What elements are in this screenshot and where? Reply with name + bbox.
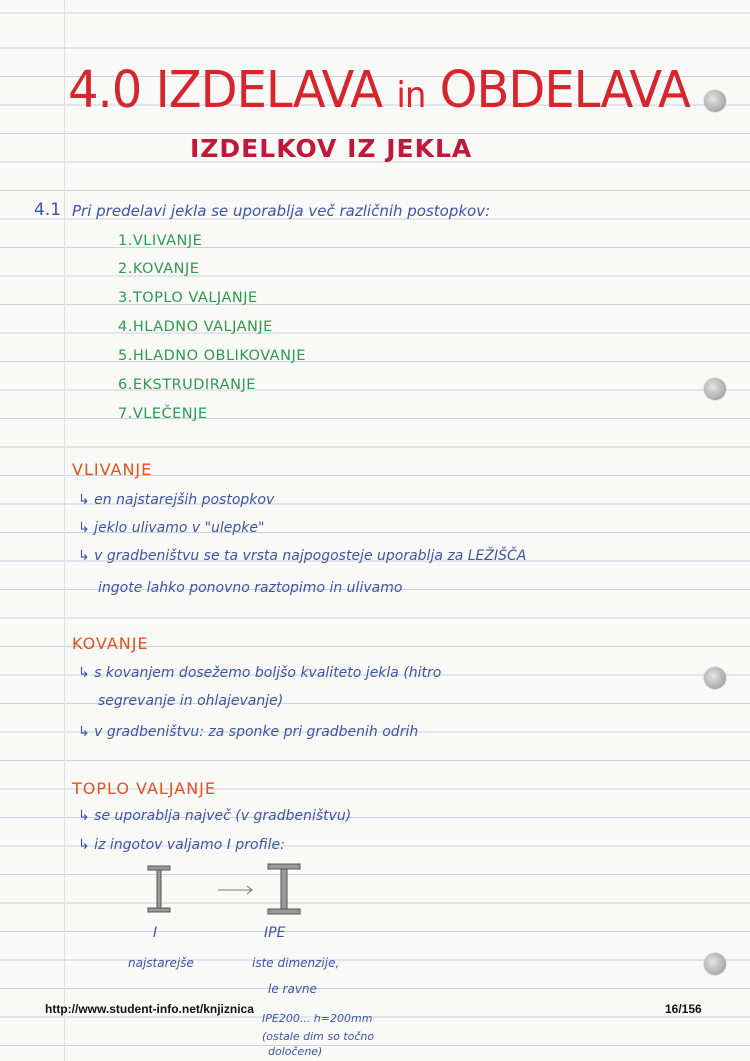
kovanje-heading: KOVANJE <box>72 634 149 653</box>
i-beam-left-icon <box>148 866 170 912</box>
i-beam-right-icon <box>268 864 300 914</box>
punch-hole <box>704 378 726 400</box>
i-beam-diagram <box>130 858 370 928</box>
section-intro: Pri predelavi jekla se uporablja več različnih postopkov: <box>72 202 491 220</box>
beam-right-caption-2: le ravne <box>268 982 317 996</box>
beam-right-caption: iste dimenzije, <box>252 956 340 970</box>
page-title <box>68 61 690 120</box>
section-number: 4.1 <box>34 200 62 220</box>
vlivanje-line: ↳ v gradbeništvu se ta vrsta najpogosteje uporablja za LEŽIŠČA <box>78 548 527 564</box>
punch-hole <box>704 90 726 112</box>
beam-left-caption: najstarejše <box>128 956 194 970</box>
vlivanje-line: ingote lahko ponovno raztopimo in ulivamo <box>98 580 403 596</box>
list-item: 1.VLIVANJE <box>118 233 203 249</box>
beam-note: (ostale dim so točno <box>262 1030 375 1043</box>
page-subtitle: IZDELKOV IZ JEKLA <box>190 134 473 163</box>
beam-note: določene) <box>268 1045 323 1058</box>
arrow-icon <box>218 886 252 894</box>
toplo-valjanje-line: ↳ iz ingotov valjamo I profile: <box>78 837 285 853</box>
title-part1: 4.0 IZDELAVA <box>68 60 383 120</box>
kovanje-line: ↳ s kovanjem dosežemo boljšo kvaliteto jekla (hitro <box>78 665 442 681</box>
beam-right-label: IPE <box>264 925 286 941</box>
list-item: 4.HLADNO VALJANJE <box>118 319 273 335</box>
vlivanje-heading: VLIVANJE <box>72 460 153 479</box>
kovanje-line: ↳ v gradbeništvu: za sponke pri gradbenih odrih <box>78 724 419 740</box>
beam-note: IPE200... h=200mm <box>262 1012 373 1025</box>
beam-left-label: I <box>153 925 158 941</box>
list-item: 3.TOPLO VALJANJE <box>118 290 258 306</box>
list-item: 7.VLEČENJE <box>118 406 208 422</box>
footer-url[interactable]: http://www.student-info.net/knjiznica <box>45 1002 254 1016</box>
punch-hole <box>704 953 726 975</box>
list-item: 2.KOVANJE <box>118 261 200 277</box>
page-number: 16/156 <box>665 1002 702 1016</box>
list-item: 5.HLADNO OBLIKOVANJE <box>118 348 306 364</box>
title-part3: OBDELAVA <box>439 60 690 120</box>
vlivanje-line: ↳ en najstarejših postopkov <box>78 492 275 508</box>
vlivanje-line: ↳ jeklo ulivamo v "ulepke" <box>78 520 265 536</box>
kovanje-line: segrevanje in ohlajevanje) <box>98 693 284 709</box>
margin-line <box>64 0 65 1061</box>
title-part2: in <box>396 74 426 117</box>
punch-hole <box>704 667 726 689</box>
toplo-valjanje-line: ↳ se uporablja največ (v gradbeništvu) <box>78 808 352 824</box>
list-item: 6.EKSTRUDIRANJE <box>118 377 256 393</box>
toplo-valjanje-heading: TOPLO VALJANJE <box>72 779 216 798</box>
